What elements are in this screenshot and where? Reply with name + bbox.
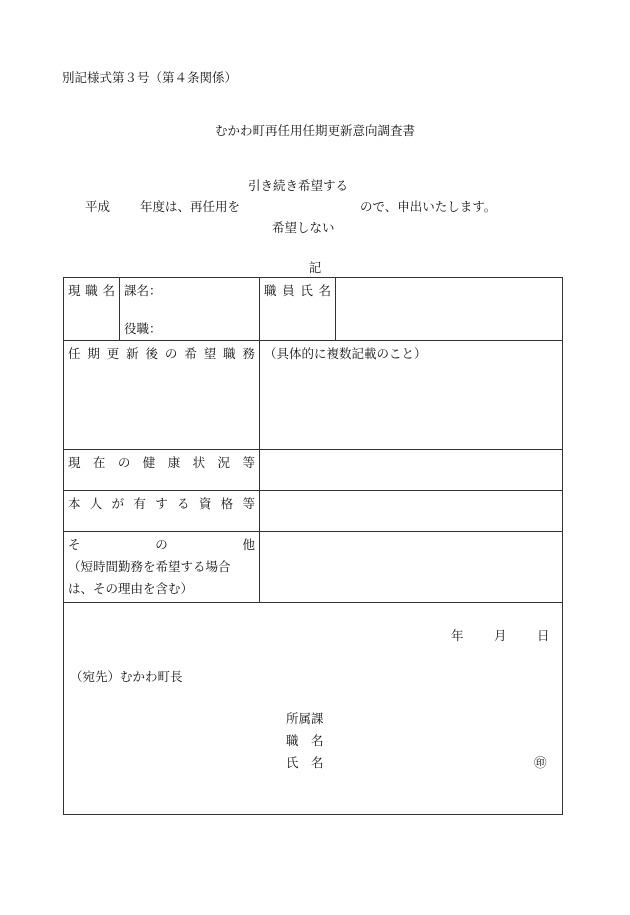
- desired-post-note: （具体的に複数記載のこと）: [264, 346, 427, 361]
- document-title: むかわ町再任用任期更新意向調査書: [214, 123, 415, 138]
- seal-mark: ㊞: [534, 755, 547, 770]
- qualifications-label-cell: [64, 491, 260, 532]
- option-hope: 引き続き希望する: [248, 178, 349, 193]
- survey-table: [63, 277, 563, 815]
- qualifications-field[interactable]: [260, 491, 563, 532]
- position-label: 役職：: [124, 321, 162, 336]
- signature-block: [64, 603, 563, 815]
- post-label: 職 名: [286, 733, 324, 748]
- desired-post-label-cell: [64, 341, 260, 450]
- other-label: その他: [68, 537, 255, 552]
- name-label: 氏 名: [286, 755, 324, 770]
- ki-heading: 記: [308, 260, 322, 275]
- health-label-cell: [64, 450, 260, 491]
- other-note-line2: は、その理由を含む）: [68, 581, 194, 596]
- current-post-label-cell: [64, 278, 120, 341]
- month-label: 月: [494, 628, 507, 643]
- desired-post-label: 任期更新後の希望職務: [68, 346, 255, 361]
- section-position-cell[interactable]: [120, 278, 260, 341]
- other-label-cell: [64, 532, 260, 603]
- declaration-suffix: ので、申出いたします。: [360, 199, 497, 214]
- day-label: 日: [537, 628, 550, 643]
- form-number: 別記様式第３号（第４条関係）: [62, 70, 238, 85]
- staff-name-label: 職員氏名: [264, 283, 331, 298]
- staff-name-label-cell: [260, 278, 336, 341]
- desired-post-field[interactable]: [260, 341, 563, 450]
- staff-name-field[interactable]: [336, 278, 563, 341]
- department-label: 所属課: [286, 711, 324, 726]
- section-label: 課名：: [124, 283, 162, 298]
- year-label: 年: [451, 628, 464, 643]
- option-no-hope: 希望しない: [272, 220, 335, 235]
- addressee: （宛先）むかわ町長: [70, 669, 183, 684]
- era-label: 平成: [85, 199, 111, 214]
- current-post-label: 現職名: [68, 283, 115, 298]
- other-note-line1: （短時間勤務を希望する場合: [68, 559, 231, 574]
- health-label: 現在の健康状況等: [68, 455, 255, 470]
- other-field[interactable]: [260, 532, 563, 603]
- health-field[interactable]: [260, 450, 563, 491]
- qualifications-label: 本人が有する資格等: [68, 496, 255, 511]
- year-phrase: 年度は、再任用を: [140, 199, 241, 214]
